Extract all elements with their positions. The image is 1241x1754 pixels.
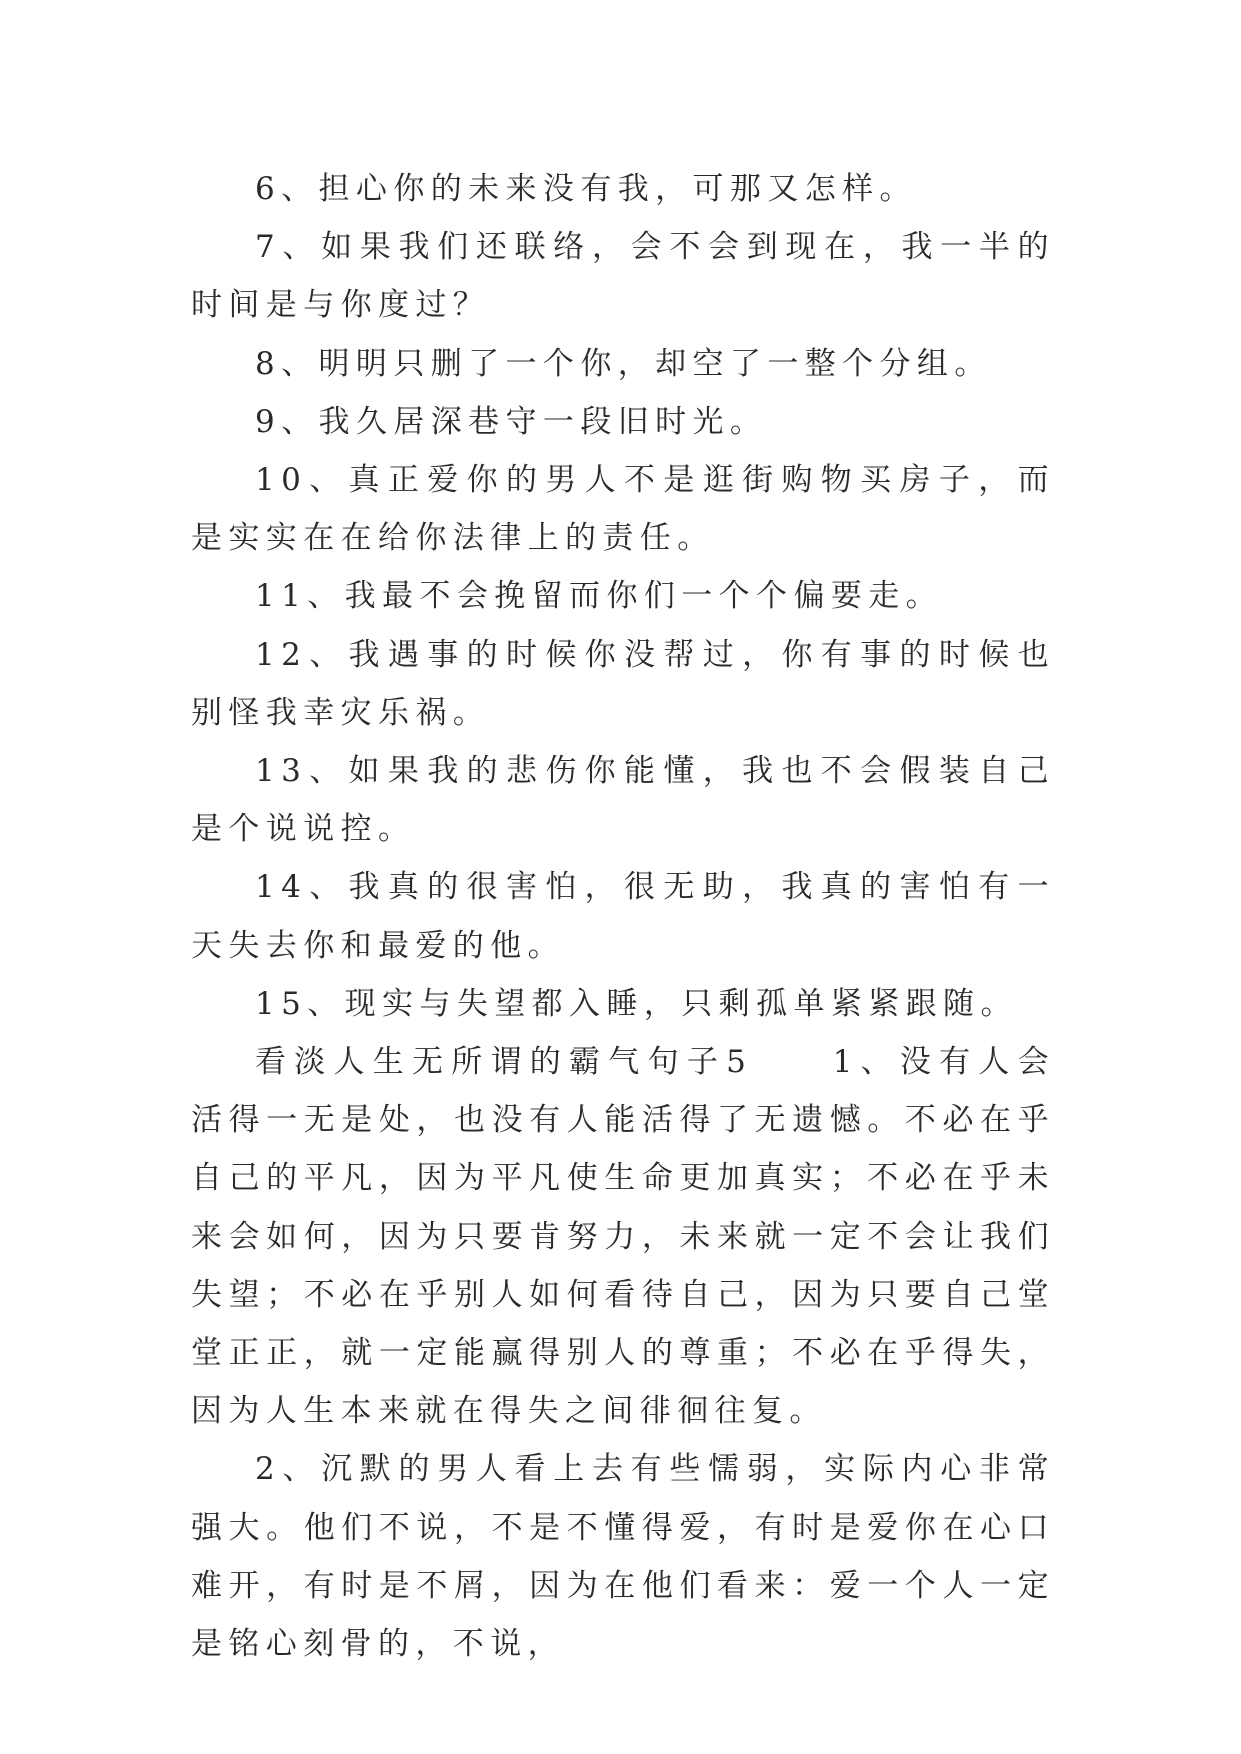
paragraph-11: 11、我最不会挽留而你们一个个偏要走。: [255, 578, 944, 615]
paragraph-12: 12、我遇事的时候你没帮过，你有事的时候也别怪我幸灾乐祸。: [191, 636, 1055, 731]
section-5-paragraph-1: 看淡人生无所谓的霸气句子5 1、没有人会活得一无是处，也没有人能活得了无遗憾。不必在乎自己的平凡，因为平凡使生命更加真实；不必在乎未来会如何，因为只要肯努力，未来就一定不会让我们失望；不必在乎别人如何看待自己，因为只要自己堂堂正正，就一定能赢得别人的尊重；不必在乎得失，因为人生本来就在得失之间徘徊往复。: [191, 1044, 1055, 1430]
paragraph-14: 14、我真的很害怕，很无助，我真的害怕有一天失去你和最爱的他。: [191, 869, 1055, 964]
paragraph-8: 8、明明只删了一个你，却空了一整个分组。: [255, 345, 992, 382]
section-5-paragraph-2: 2、沉默的男人看上去有些懦弱，实际内心非常强大。他们不说，不是不懂得爱，有时是爱你在心口难开，有时是不屑，因为在他们看来：爱一个人一定是铭心刻骨的，不说，: [191, 1451, 1055, 1663]
paragraph-15: 15、现实与失望都入睡，只剩孤单紧紧跟随。: [255, 985, 1018, 1022]
paragraph-10: 10、真正爱你的男人不是逛街购物买房子，而是实实在在给你法律上的责任。: [191, 462, 1055, 557]
document-body: [191, 160, 1055, 1673]
paragraph-7: 7、如果我们还联络，会不会到现在，我一半的时间是与你度过？: [191, 229, 1055, 324]
paragraph-13: 13、如果我的悲伤你能懂，我也不会假装自己是个说说控。: [191, 753, 1055, 848]
paragraph-6: 6、担心你的未来没有我，可那又怎样。: [255, 171, 917, 207]
paragraph-9: 9、我久居深巷守一段旧时光。: [255, 403, 768, 440]
